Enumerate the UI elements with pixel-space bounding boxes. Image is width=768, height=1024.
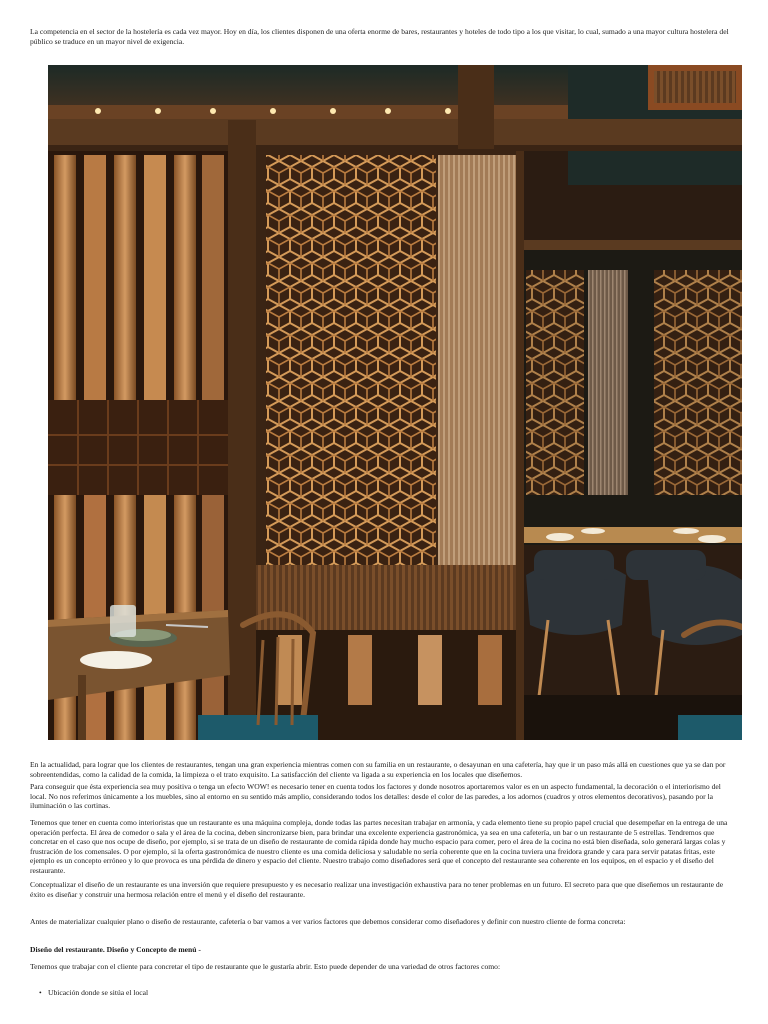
list-item (30, 988, 730, 998)
factors-list (30, 988, 730, 998)
body-paragraph: Antes de materializar cualquier plano o diseño de restaurante, cafetería o bar vamos a ver varios factores que debemos considerar como diseñadores y definir con nuestro cliente de forma concreta: (30, 917, 626, 926)
body-paragraph: Tenemos que trabajar con el cliente para concretar el tipo de restaurante que le gustaría abrir. Esto puede depender de una variedad de otros factores como: (30, 962, 501, 971)
body-paragraph: Tenemos que tener en cuenta como interioristas que un restaurante es una máquina compleja, donde todas las partes necesitan trabajar en armonía, y cada elemento tiene su propio papel crucial que desempeñar en la entrega de una operación perfecta. El área de comedor o sala y el área de la cocina, deben sincronizarse bien, para brindar una excelente experiencia gastronómica, ya sea en una cafetería, un bar o un restaurante de 5 estrellas. Tendremos que concretar en el caso que nos ocupe de diseño, por ejemplo, si se trata de un diseño de restaurante de comida rápida donde hay mucho espacio para comer, pero el área de la cocina no está bien diseñada, solo generará largas colas y frustración de los comensales. O por ejemplo, si la oferta gastronómica de nuestro cliente es una comida deliciosa y saludable no sería coherente que en la cocina tuviera una freidora grande y cara para servir patatas fritas, este ejemplo es un concepto erróneo y lo que provoca es una pérdida de dinero y espacio del cliente. Nuestro trabajo como diseñadores será que el concepto del restaurante sea coherente en los equipos, en el espacio y el diseño del restaurante. (30, 818, 728, 875)
bullet-icon: • (39, 988, 42, 997)
section-heading: Diseño del restaurante. Diseño y Concepto de menú - (30, 945, 201, 954)
intro-paragraph: La competencia en el sector de la hostelería es cada vez mayor. Hoy en día, los clientes disponen de una oferta enorme de bares, restaurantes y hoteles de todo tipo a los que visitar, lo cual, sumado a una mayor cultura hostelera del público se traduce en un mayor nivel de exigencia. (30, 27, 729, 46)
body-paragraph: En la actualidad, para lograr que los clientes de restaurantes, tengan una gran experiencia mientras comen con su familia en un restaurante, o desayunan en una cafetería, hay que ir un paso más allá en cuestiones que ya se dan por sobreentendidas, como la calidad de la comida, la limpieza o el trato exquisito. La satisfacción del cliente va ligada a su experiencia en los locales que diseñemos. (30, 760, 726, 779)
body-paragraph: Conceptualizar el diseño de un restaurante es una inversión que requiere presupuesto y es necesario realizar una investigación exhaustiva para no tener problemas en un futuro. El secreto para que que diseñemos un restaurante de éxito es diseñar y construir una hermosa relación entre el menú y el diseño del restaurante. (30, 880, 724, 899)
restaurant-interior-photo (48, 65, 742, 740)
body-paragraph: Para conseguir que ésta experiencia sea muy positiva o tenga un efecto WOW! es necesario tener en cuenta todos los factores y donde nosotros aportaremos valor es en un aspecto fundamental, la decoración o el interiorismo del local. No nos referimos únicamente a los muebles, sino al entorno en su sentido más amplio, considerando todos los detalles: desde el color de las paredes, a los adornos (cuadros y otros elementos decorativos), pasando por la iluminación o las cortinas. (30, 782, 721, 811)
list-item-text: Ubicación donde se sitúa el local (48, 988, 149, 997)
